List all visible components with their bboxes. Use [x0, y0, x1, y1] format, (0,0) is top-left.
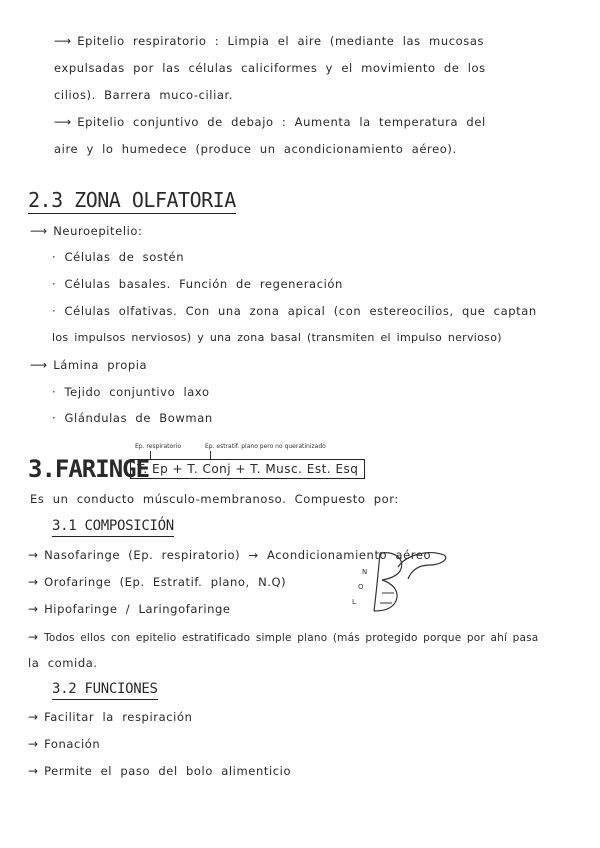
line-lamina-propia: ⟶ Lámina propia	[30, 358, 148, 372]
sketch-label-o: O	[358, 583, 364, 591]
list-item-todos: → Todos ellos con epitelio estratificado simple plano (más protegido porque por ahí pasa	[28, 630, 539, 644]
line-text: expulsadas por las células caliciformes y el movimiento de los	[54, 61, 486, 75]
arrow-icon: →	[28, 548, 39, 562]
heading-composicion: 3.1 COMPOSICIÓN	[52, 518, 174, 537]
sketch-label-l: L	[352, 598, 356, 606]
arrow-icon: →	[28, 764, 39, 778]
note-tick	[150, 451, 151, 459]
arrow-icon: ⟶	[54, 115, 72, 129]
list-item: · Células basales. Función de regeneración	[52, 277, 343, 291]
arrow-icon: →	[28, 602, 39, 616]
line-epitelio-respiratorio: ⟶ Epitelio respiratorio : Limpia el aire (mediante las mucosas	[54, 34, 485, 48]
list-item: · Tejido conjuntivo laxo	[52, 385, 210, 399]
note-ep-estratificado: Ep. estratif. plano pero no queratinizado	[205, 443, 326, 450]
note-ep-respiratorio: Ep. respiratorio	[135, 443, 182, 450]
line-intro: Es un conducto músculo-membranoso. Compuesto por:	[30, 492, 399, 506]
line-epitelio-conjuntivo: ⟶ Epitelio conjuntivo de debajo : Aumenta la temperatura del	[54, 115, 486, 129]
arrow-icon: →	[28, 630, 39, 644]
arrow-icon: →	[28, 710, 39, 724]
list-item-orofaringe: → Orofaringe (Ep. Estratif. plano, N.Q)	[28, 575, 287, 589]
heading-zona-olfatoria: 2.3 ZONA OLFATORIA	[28, 188, 236, 212]
pharynx-sketch	[340, 545, 460, 617]
list-item: · Células olfativas. Con una zona apical (con estereocilios, que captan	[52, 304, 537, 318]
list-item-bolo: → Permite el paso del bolo alimenticio	[28, 764, 292, 778]
arrow-icon: →	[28, 737, 39, 751]
arrow-icon: ⟶	[30, 358, 48, 372]
list-item: · Células de sostén	[52, 250, 185, 264]
list-item-hipofaringe: → Hipofaringe / Laringofaringe	[28, 602, 231, 616]
heading-faringe: 3.FARINGE	[28, 455, 150, 483]
arrow-icon: ⟶	[54, 34, 72, 48]
heading-funciones: 3.2 FUNCIONES	[52, 681, 158, 700]
line-text: los impulsos nerviosos) y una zona basal (transmiten el impulso nervioso)	[52, 331, 502, 344]
list-item-nasofaringe: → Nasofaringe (Ep. respiratorio) → Acondicionamiento aéreo	[28, 548, 432, 562]
list-item-fonacion: → Fonación	[28, 737, 101, 751]
list-item: · Glándulas de Bowman	[52, 411, 213, 425]
formula-box: T. Ep + T. Conj + T. Musc. Est. Esq	[130, 459, 365, 479]
arrow-icon: ⟶	[30, 224, 48, 238]
list-item-facilitar: → Facilitar la respiración	[28, 710, 193, 724]
sketch-label-n: N	[362, 568, 368, 576]
note-tick	[210, 451, 211, 459]
line-neuroepitelio: ⟶ Neuroepitelio:	[30, 224, 143, 238]
arrow-icon: →	[28, 575, 39, 589]
line-text: cilios). Barrera muco-ciliar.	[54, 88, 234, 102]
line-text: aire y lo humedece (produce un acondicionamiento aéreo).	[54, 142, 457, 156]
line-text: la comida.	[28, 656, 98, 670]
